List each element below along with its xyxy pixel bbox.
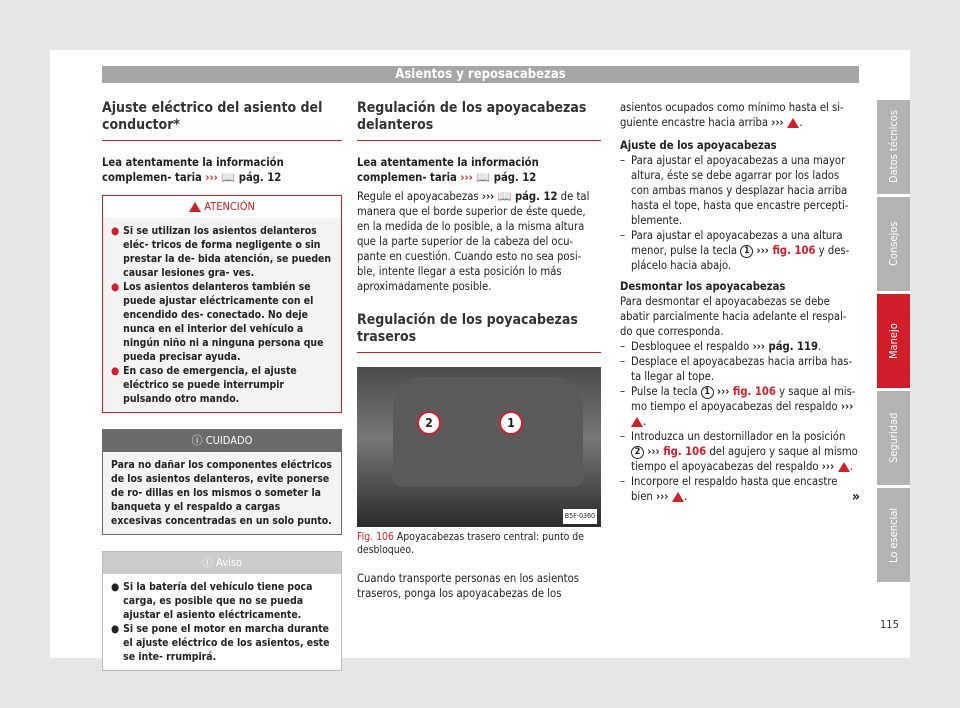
fig-link[interactable]: fig. 106 [772, 244, 816, 257]
caution-header: ⓘ CUIDADO [103, 430, 341, 452]
tab-seguridad[interactable]: Seguridad [877, 391, 910, 485]
warning-icon [672, 492, 684, 502]
paragraph: asientos ocupados como mínimo hasta el si- guiente encastre hacia arriba ››› . [620, 101, 844, 129]
note-header: ⓘ Aviso [103, 552, 341, 574]
ref-link[interactable]: pág. 119 [768, 340, 819, 353]
figure-caption: Fig. 106 Apoyacabezas trasero central: punto de desbloqueo. [357, 531, 584, 556]
left-column [102, 100, 342, 671]
continue-icon: » [851, 489, 860, 505]
page-number: 115 [880, 618, 899, 631]
caution-body: Para no dañar los componentes eléctricos de los asientos delanteros, evite ponerse de ro- dillas en los mismos o someter la banqueta y el respaldo a cargas excesivas concentradas en un solo punto. [103, 452, 341, 534]
tab-manejo[interactable]: Manejo [877, 294, 910, 388]
list-item: ● Los asientos delanteros también se puede ajustar eléctricamente con el encendido des- conectado. No deje nunca en el interior del vehículo a ningún niño ni a ninguna persona que pueda precisar ayuda. [111, 281, 324, 363]
list-item: – Desbloquee el respaldo ››› pág. 119. [620, 340, 822, 353]
tab-datos-tecnicos[interactable]: Datos técnicos [877, 100, 910, 194]
note-box [102, 551, 342, 671]
fig-link[interactable]: fig. 106 [732, 385, 776, 398]
list-item: – Para ajustar el apoyacabezas a una altura menor, pulse la tecla 1 ››› fig. 106 y des- plácelo hacia abajo. [620, 229, 850, 272]
book-icon: 📖 [221, 171, 236, 184]
section-title-front-headrests: Regulación de los apoyacabezas delanteros [357, 100, 601, 141]
list-item: ● Si se utilizan los asientos delanteros eléc- tricos de forma negligente o sin prestar la de- bida atención, se pueden causar lesiones gra- ves. [111, 225, 332, 279]
subheading: Desmontar los apoyacabezas [620, 280, 786, 293]
warning-box [102, 195, 342, 413]
warning-icon [631, 417, 643, 427]
tab-lo-esencial[interactable]: Lo esencial [877, 488, 910, 582]
ref-link[interactable]: pág. 12 [238, 171, 282, 184]
list-item: – Introduzca un destornillador en la posición 2 ››› fig. 106 del agujero y saque al mismo tiempo el apoyacabezas del respaldo ››› . [620, 430, 858, 473]
list-item: ● En caso de emergencia, el ajuste eléctrico se puede interrumpir pulsando otro mando. [111, 365, 297, 405]
section-title-rear-headrests: Regulación de los poyacabezas traseros [357, 312, 601, 353]
book-icon: 📖 [476, 171, 491, 184]
ref-link[interactable]: pág. 12 [493, 171, 537, 184]
intro-text: Lea atentamente la información complemen- taria ››› 📖 pág. 12 [357, 156, 539, 184]
chapter-header: Asientos y reposacabezas [102, 66, 859, 83]
paragraph: Cuando transporte personas en los asientos traseros, ponga los apoyacabezas de los [357, 572, 579, 600]
paragraph: Regule el apoyacabezas ››› 📖 pág. 12 de tal manera que el borde superior de éste quede, en la medida de lo posible, a la misma altura que la parte superior de la cabeza del ocu- pante en cuestión. Cuando esto no sea posi- ble, intente llegar a esta posición lo más aproximadamente posible. [357, 190, 590, 293]
list-item: ● Si se pone el motor en marcha durante el ajuste eléctrico de los asientos, este se inte- rrumpirá. [111, 623, 330, 663]
list-item: – Pulse la tecla 1 ››› fig. 106 y saque al mis- mo tiempo el apoyacabezas del respaldo ››› . [620, 385, 856, 428]
book-icon: 📖 [497, 190, 512, 203]
list-item: – Desplace el apoyacabezas hacia arriba has- ta llegar al tope. [620, 355, 853, 383]
list-item: – Para ajustar el apoyacabezas a una mayor altura, éste se debe agarrar por los lados con ambas manos y desplazar hacia arriba hasta el tope, hasta que encastre percepti- blemente. [620, 154, 849, 227]
warning-icon [787, 118, 799, 128]
fig-link[interactable]: fig. 106 [663, 445, 707, 458]
caution-box [102, 429, 342, 535]
info-circle-icon: ⓘ [191, 434, 203, 447]
photo-code: B5F-0360 [563, 509, 597, 524]
callout-1: 1 [499, 411, 523, 435]
note-icon: ⓘ [201, 556, 213, 569]
ref-link[interactable]: pág. 12 [514, 190, 558, 203]
tab-consejos[interactable]: Consejos [877, 197, 910, 291]
right-column [620, 100, 860, 505]
warning-icon [838, 462, 850, 472]
middle-column [357, 100, 601, 601]
subheading: Ajuste de los apoyacabezas [620, 139, 777, 152]
warning-body [103, 218, 341, 412]
warning-header: ATENCIÓN [103, 196, 341, 218]
callout-2: 2 [417, 411, 441, 435]
warning-icon [189, 202, 201, 212]
list-item: ● Si la batería del vehículo tiene poca carga, es posible que no se pueda ajustar el asiento eléctricamente. [111, 581, 313, 621]
paragraph: Para desmontar el apoyacabezas se debe abatir parcialmente hacia adelante el respal- do que corresponda. [620, 295, 847, 338]
list-item: – Incorpore el respaldo hasta que encastre bien ››› . [620, 475, 838, 503]
note-body [103, 574, 341, 670]
headrest-photo [357, 367, 601, 527]
section-title-driver-seat: Ajuste eléctrico del asiento del conductor* [102, 100, 342, 141]
intro-text: Lea atentamente la información complemen- taria ››› 📖 pág. 12 [102, 156, 284, 184]
